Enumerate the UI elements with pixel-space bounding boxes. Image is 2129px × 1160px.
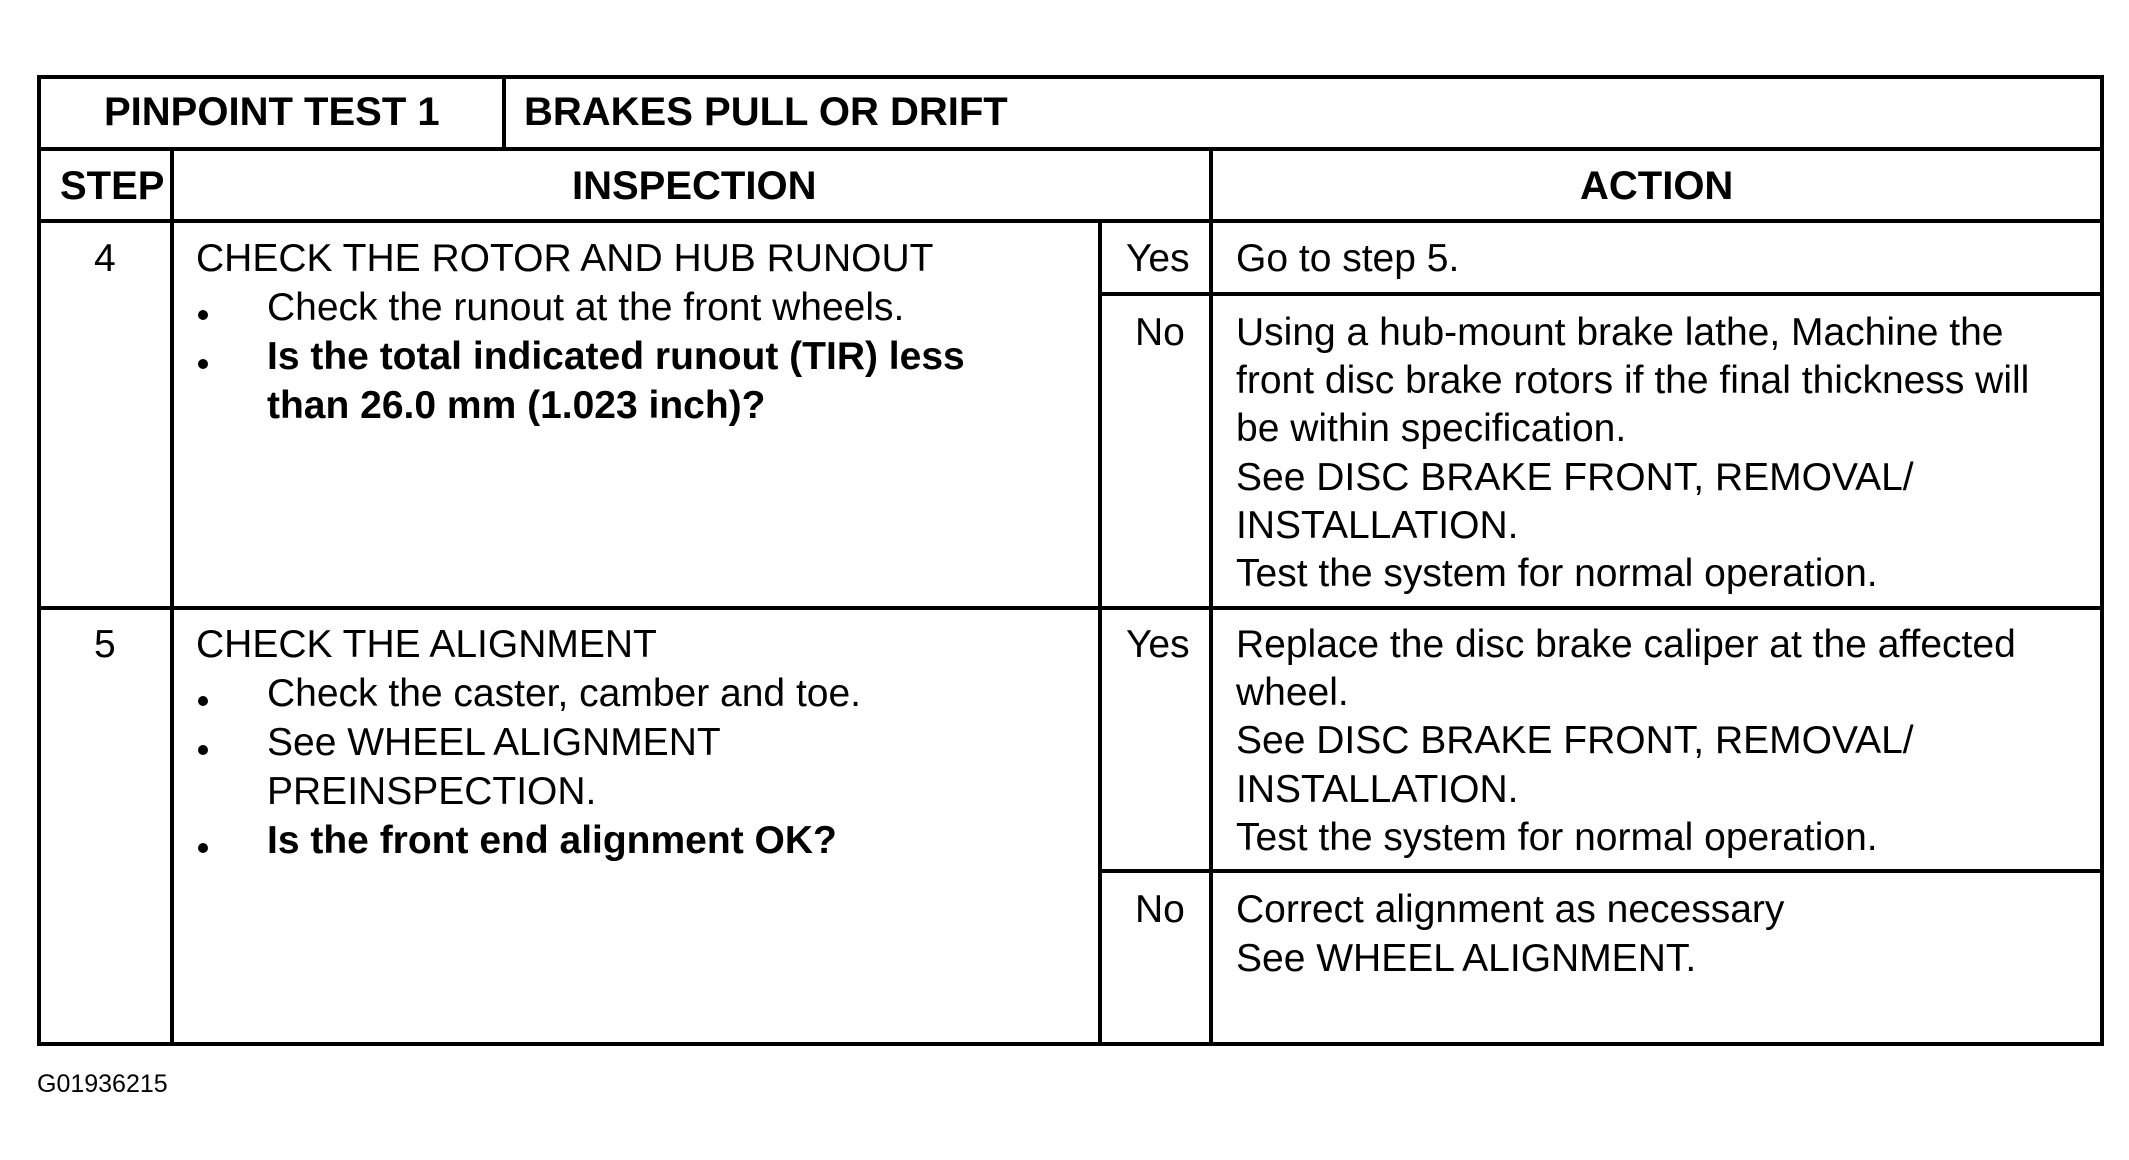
figure-code: G01936215 [37,1070,168,1098]
table-border-bottom [37,1042,2104,1046]
action-line: Test the system for normal operation. [1236,816,1878,859]
action-line: INSTALLATION. [1236,768,1519,811]
answer-column-divider [1098,219,1102,1046]
header-row-bottom [37,219,2104,223]
action-line: See DISC BRAKE FRONT, REMOVAL/ [1236,719,1914,762]
test-label: PINPOINT TEST 1 [104,90,440,134]
inspection-question-continued: than 26.0 mm (1.023 inch)? [267,384,766,427]
answer-no: No [1135,311,1185,354]
step-number: 5 [94,623,116,666]
inspection-bullet: Check the runout at the front wheels. [267,286,905,329]
column-header-inspection: INSPECTION [572,164,817,208]
row-5-yes-no-divider [1098,869,2104,873]
test-title: BRAKES PULL OR DRIFT [524,90,1008,134]
bullet-icon [198,696,208,706]
inspection-question: Is the total indicated runout (TIR) less [267,335,965,378]
title-row-bottom [37,147,2104,151]
title-divider [502,75,506,150]
inspection-title: CHECK THE ALIGNMENT [196,623,657,666]
inspection-title: CHECK THE ROTOR AND HUB RUNOUT [196,237,934,280]
inspection-bullet-continued: PREINSPECTION. [267,770,597,813]
action-line: Test the system for normal operation. [1236,552,1878,595]
inspection-question: Is the front end alignment OK? [267,819,837,862]
table-border-top [37,75,2104,79]
bullet-icon [198,359,208,369]
column-header-step: STEP [60,164,165,208]
action-line: Replace the disc brake caliper at the affected [1236,623,2016,666]
bullet-icon [198,745,208,755]
action-line: front disc brake rotors if the final thickness will [1236,359,2030,402]
inspection-bullet: Check the caster, camber and toe. [267,672,861,715]
inspection-bullet: See WHEEL ALIGNMENT [267,721,721,764]
action-line: INSTALLATION. [1236,504,1519,547]
action-line: Correct alignment as necessary [1236,888,1785,931]
action-line: Go to step 5. [1236,237,1460,280]
bullet-icon [198,843,208,853]
step-number: 4 [94,237,116,280]
action-line: wheel. [1236,671,1349,714]
row-4-yes-no-divider [1098,292,2104,296]
row-separator [37,606,2104,610]
action-line: See WHEEL ALIGNMENT. [1236,937,1697,980]
answer-yes: Yes [1126,623,1190,666]
action-line: be within specification. [1236,407,1627,450]
answer-yes: Yes [1126,237,1190,280]
answer-no: No [1135,888,1185,931]
action-line: Using a hub-mount brake lathe, Machine the [1236,311,2004,354]
column-header-action: ACTION [1580,164,1734,208]
action-line: See DISC BRAKE FRONT, REMOVAL/ [1236,456,1914,499]
step-column-divider [170,147,174,1046]
action-column-divider [1209,147,1213,1046]
bullet-icon [198,310,208,320]
